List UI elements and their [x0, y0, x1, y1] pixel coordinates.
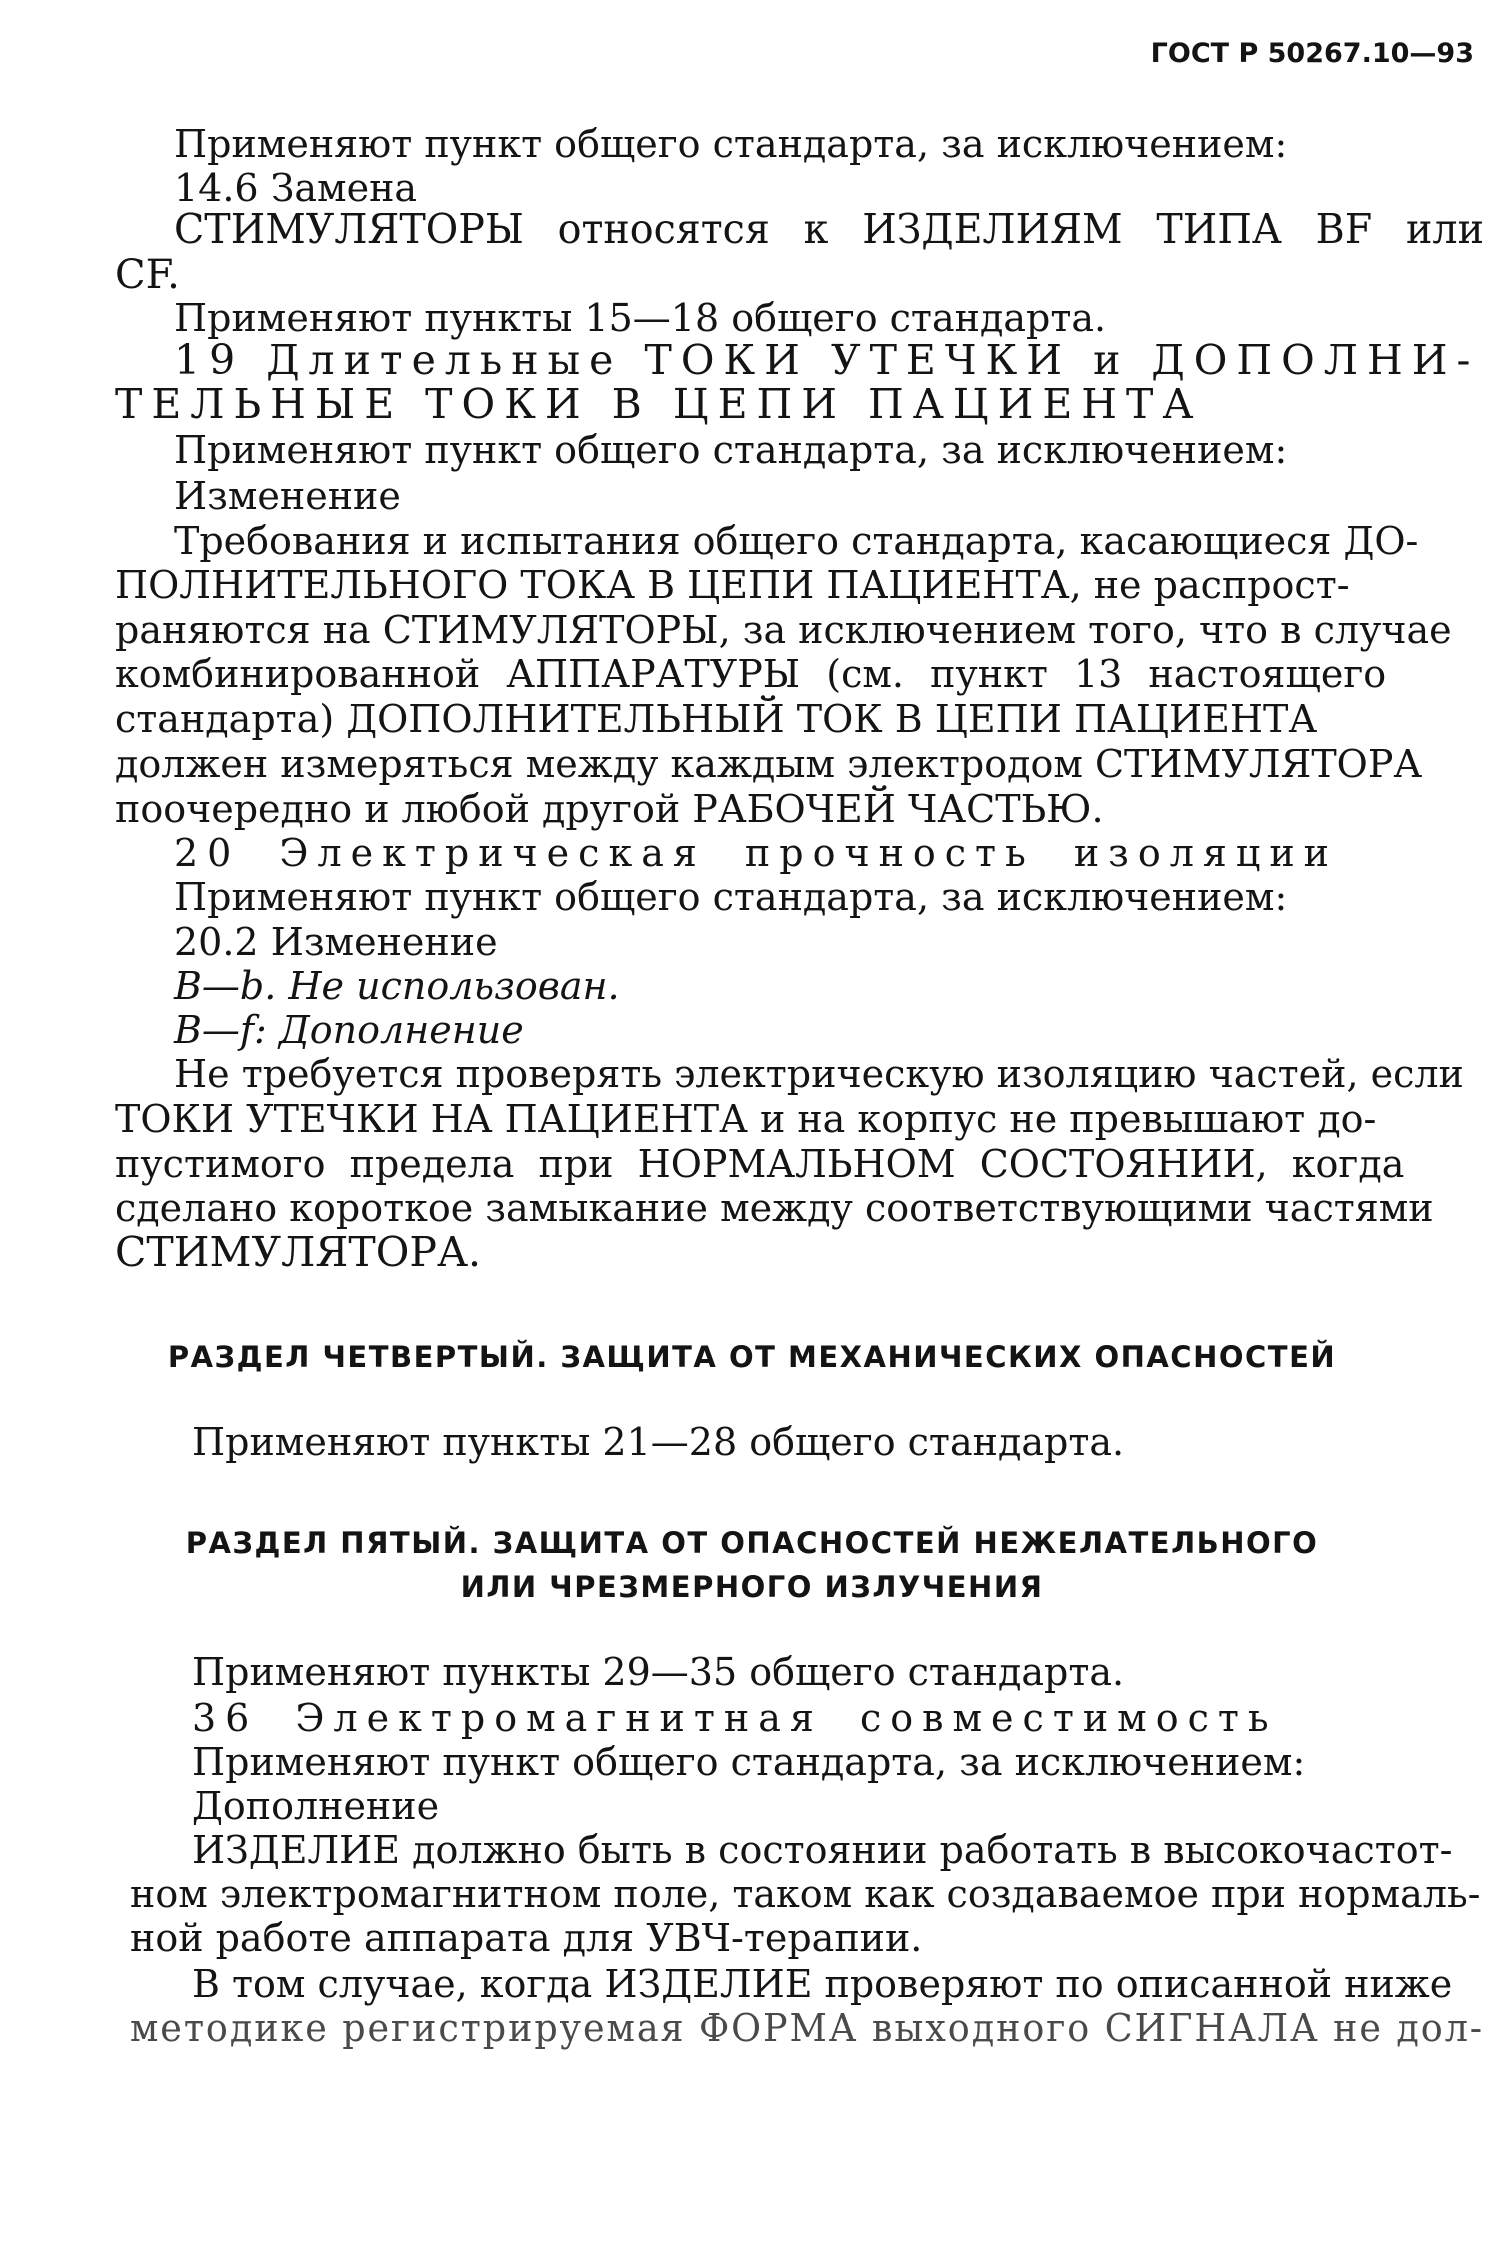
clause-19-heading-cont: ТЕЛЬНЫЕ ТОКИ В ЦЕПИ ПАЦИЕНТА	[115, 380, 1203, 428]
text-line: Применяют пункт общего стандарта, за исключением:	[174, 875, 1288, 919]
text-line: стандарта) ДОПОЛНИТЕЛЬНЫЙ ТОК В ЦЕПИ ПАЦИЕНТА	[115, 697, 1318, 741]
text-line: ИЗДЕЛИЕ должно быть в состоянии работать в высокочастот-	[192, 1828, 1453, 1872]
clause-20-heading: 20 Электрическая прочность изоляции	[174, 831, 1338, 875]
text-line: пустимого предела при НОРМАЛЬНОМ СОСТОЯНИИ, когда	[115, 1142, 1405, 1186]
text-line: Не требуется проверять электрическую изоляцию частей, если	[174, 1052, 1464, 1096]
page-header-doc-code: ГОСТ Р 50267.10—93	[1150, 38, 1474, 69]
text-line: должен измеряться между каждым электродом СТИМУЛЯТОРА	[115, 742, 1423, 786]
text-line: Применяют пункт общего стандарта, за исключением:	[174, 428, 1288, 472]
text-line: Требования и испытания общего стандарта, касающиеся ДО-	[174, 519, 1419, 563]
text-line: ТОКИ УТЕЧКИ НА ПАЦИЕНТА и на корпус не превышают до-	[115, 1097, 1377, 1141]
clause-19-heading: 19 Длительные ТОКИ УТЕЧКИ и ДОПОЛНИ-	[174, 336, 1480, 384]
text-line: В том случае, когда ИЗДЕЛИЕ проверяют по описанной ниже	[192, 1962, 1453, 2006]
section-5-heading: РАЗДЕЛ ПЯТЫЙ. ЗАЩИТА ОТ ОПАСНОСТЕЙ НЕЖЕЛАТЕЛЬНОГО	[185, 1526, 1319, 1560]
clause-36-heading: 36 Электромагнитная совместимость	[192, 1696, 1278, 1740]
text-line: комбинированной АППАРАТУРЫ (см. пункт 13 настоящего	[115, 652, 1387, 696]
text-line: Применяют пункты 21—28 общего стандарта.	[192, 1420, 1125, 1464]
text-line: B—f: Дополнение	[174, 1008, 524, 1052]
text-line: СТИМУЛЯТОРЫ относятся к ИЗДЕЛИЯМ ТИПА BF или	[174, 205, 1484, 253]
text-line: раняются на СТИМУЛЯТОРЫ, за исключением того, что в случае	[115, 608, 1452, 652]
text-line: сделано короткое замыкание между соответствующими частями	[115, 1186, 1434, 1230]
text-line: методике регистрируемая ФОРМА выходного СИГНАЛА не дол-	[130, 2006, 1485, 2050]
text-line: Применяют пункт общего стандарта, за исключением:	[174, 122, 1288, 166]
text-line: ном электромагнитном поле, таком как создаваемое при нормаль-	[130, 1872, 1481, 1916]
text-line: Дополнение	[192, 1784, 440, 1828]
clause-14-6-heading: 14.6 Замена	[174, 166, 418, 210]
text-line: ной работе аппарата для УВЧ-терапии.	[130, 1916, 923, 1960]
text-line: Применяют пункт общего стандарта, за исключением:	[192, 1740, 1306, 1784]
text-line: Изменение	[174, 474, 401, 518]
text-line: ПОЛНИТЕЛЬНОГО ТОКА В ЦЕПИ ПАЦИЕНТА, не распрост-	[115, 563, 1350, 607]
text-line: CF.	[115, 252, 180, 298]
text-line: поочередно и любой другой РАБОЧЕЙ ЧАСТЬЮ.	[115, 787, 1104, 831]
text-line: Применяют пункты 29—35 общего стандарта.	[192, 1650, 1125, 1694]
section-5-heading-cont: ИЛИ ЧРЕЗМЕРНОГО ИЗЛУЧЕНИЯ	[460, 1570, 1044, 1604]
text-line: Применяют пункты 15—18 общего стандарта.	[174, 296, 1107, 340]
text-line: СТИМУЛЯТОРА.	[115, 1228, 482, 1276]
clause-20-2-heading: 20.2 Изменение	[174, 920, 498, 964]
text-line: B—b. Не использован.	[174, 964, 620, 1008]
section-4-heading: РАЗДЕЛ ЧЕТВЕРТЫЙ. ЗАЩИТА ОТ МЕХАНИЧЕСКИХ ОПАСНОСТЕЙ	[167, 1340, 1337, 1374]
